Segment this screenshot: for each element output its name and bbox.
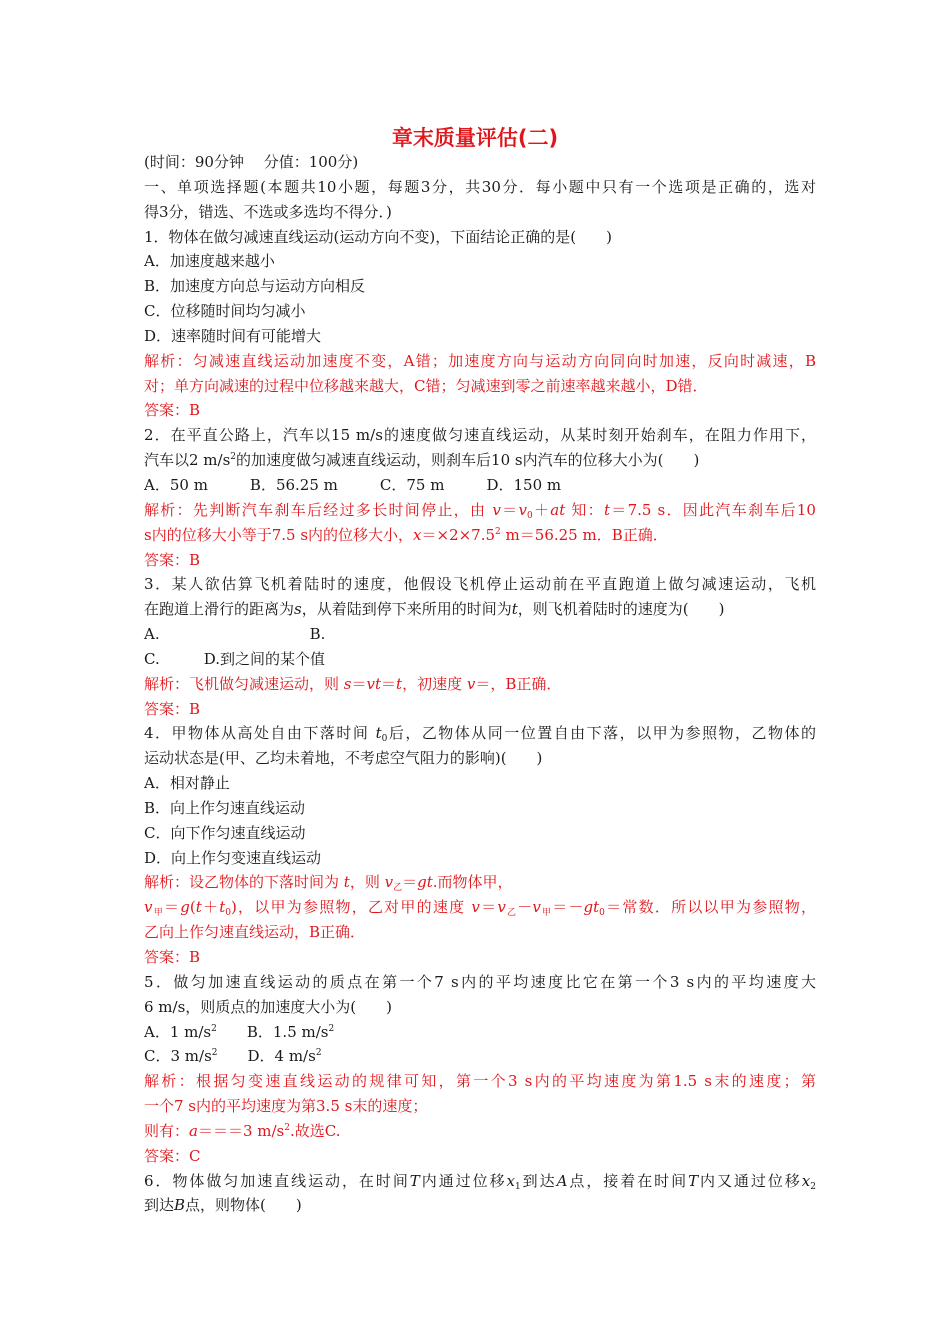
q1-option-d: D．速率随时间有可能增大 — [144, 326, 322, 345]
section-instructions-line-1: 一、单项选择题(本题共10小题，每题3分，共30分．每小题中只有一个选项是正确的，选对 — [144, 177, 816, 196]
q4-option-d: D．向上作匀变速直线运动 — [144, 848, 322, 867]
q1-option-a: A．加速度越来越小 — [144, 252, 275, 271]
q2-stem-line-1: 2．在平直公路上，汽车以15 m/s的速度做匀速直线运动，从某时刻开始刹车，在阻力作用下， — [144, 426, 816, 445]
q2-option-a: A．50 m — [144, 475, 208, 494]
q3-options-cd — [144, 647, 816, 672]
q3-explanation: 解析：飞机做匀减速运动，则 s＝vt＝t，初速度 v＝，B正确． — [144, 674, 562, 693]
q1-explanation-line-1: 解析：匀减速直线运动加速度不变，A错；加速度方向与运动方向同向时加速，反向时减速，B — [144, 351, 816, 370]
q3-options-ab — [144, 622, 816, 647]
q5-options-ab — [144, 1020, 816, 1045]
q6-stem-line-2: 到达B点，则物体( ) — [144, 1196, 302, 1215]
q5-explanation-line-2: 一个7 s内的平均速度为第3.5 s末的速度； — [144, 1097, 428, 1116]
q5-stem-line-1: 5．做匀加速直线运动的质点在第一个7 s内的平均速度比它在第一个3 s内的平均速度大 — [144, 972, 816, 991]
q2-explanation-line-1: 解析：先判断汽车刹车后经过多长时间停止，由 $v=v_0+at$ 知：t＝7.5 s．因此汽车刹车后10 — [144, 500, 816, 521]
q2-option-d: D．150 m — [486, 475, 562, 494]
q5-option-c: C．3 $m/s^2$ — [144, 1047, 218, 1066]
q4-stem-line-1: 4．甲物体从高处自由下落时间 $t_0$后，乙物体从同一位置自由下落，以甲为参照物，乙物体的 — [144, 724, 816, 745]
q5-explanation-line-3: 则有：a＝＝＝3 $m/s^2$.故选C. — [144, 1121, 341, 1140]
q1-explanation-line-2: 对；单方向减速的过程中位移越来越大，C错；匀减速到零之前速率越来越小，D错． — [144, 376, 708, 395]
q2-option-c: C．75 m — [379, 475, 445, 494]
exam-meta: (时间：90分钟 分值：100分) — [144, 153, 359, 171]
q4-option-b: B．向上作匀速直线运动 — [144, 798, 306, 817]
q5-explanation-line-1: 解析：根据匀变速直线运动的规律可知，第一个3 s内的平均速度为第1.5 s末的速度；第 — [144, 1072, 816, 1091]
q4-option-c: C．向下作匀速直线运动 — [144, 823, 306, 842]
q3-option-c: C. — [144, 649, 160, 668]
q2-explanation-line-2: s内的位移大小等于7.5 s内的位移大小，$x=\times 2\times 7.5^2$ m＝56.25 m．B正确． — [144, 525, 668, 544]
document-body — [144, 150, 816, 1218]
q4-explanation-line-1: 解析：设乙物体的下落时间为 t，则 $v_乙=gt$.而物体甲， — [144, 873, 513, 894]
q1-answer: 答案：B — [144, 401, 201, 420]
q5-option-b: B．1.5 $m/s^2$ — [246, 1022, 335, 1041]
q2-answer: 答案：B — [144, 550, 201, 569]
q4-answer: 答案：B — [144, 948, 201, 966]
q5-stem-line-2: 6 m/s，则质点的加速度大小为( ) — [144, 997, 392, 1016]
q2-stem-line-2: 汽车以2 $m/s^2$的加速度做匀减速直线运动，则刹车后10 s内汽车的位移大小为( ) — [144, 451, 700, 470]
q1-option-c: C．位移随时间均匀减小 — [144, 302, 306, 321]
q2-options — [144, 473, 816, 498]
q1-option-b: B．加速度方向总与运动方向相反 — [144, 277, 366, 296]
q2-option-b: B．56.25 m — [249, 475, 338, 494]
q5-options-cd — [144, 1044, 816, 1069]
q3-option-a: A. — [144, 625, 160, 644]
q4-explanation-line-2: $v_甲=g(t+t_0)$，以甲为参照物，乙对甲的速度 $v=v_乙-v_甲=-gt_0=$常数．所以以甲为参照物， — [144, 898, 816, 919]
q5-option-d: D．4 $m/s^2$ — [247, 1047, 322, 1066]
q3-option-d: D.到之间的某个值 — [203, 649, 325, 668]
q3-stem-line-2: 在跑道上滑行的距离为s，从着陆到停下来所用的时间为t，则飞机着陆时的速度为( ) — [144, 600, 725, 619]
q1-stem: 1．物体在做匀减速直线运动(运动方向不变)，下面结论正确的是( ) — [144, 227, 612, 246]
q6-stem-line-1: 6．物体做匀加速直线运动，在时间T内通过位移$x_1$到达A点，接着在时间T内又通过位移$x_2$ — [144, 1171, 816, 1192]
q4-option-a: A．相对静止 — [144, 774, 230, 793]
q3-option-b: B. — [309, 625, 326, 644]
q5-answer: 答案：C — [144, 1146, 201, 1165]
document-title: 章末质量评估(二) — [391, 126, 559, 150]
q4-stem-line-2: 运动状态是(甲、乙均未着地，不考虑空气阻力的影响)( ) — [144, 749, 543, 768]
q3-answer: 答案：B — [144, 699, 201, 718]
q5-option-a: A．1 $m/s^2$ — [144, 1022, 217, 1041]
q4-explanation-line-3: 乙向上作匀速直线运动，B正确． — [144, 923, 366, 942]
section-instructions-line-2: 得3分，错选、不选或多选均不得分．) — [144, 202, 392, 221]
q3-stem-line-1: 3．某人欲估算飞机着陆时的速度，他假设飞机停止运动前在平直跑道上做匀减速运动，飞机 — [144, 575, 816, 594]
